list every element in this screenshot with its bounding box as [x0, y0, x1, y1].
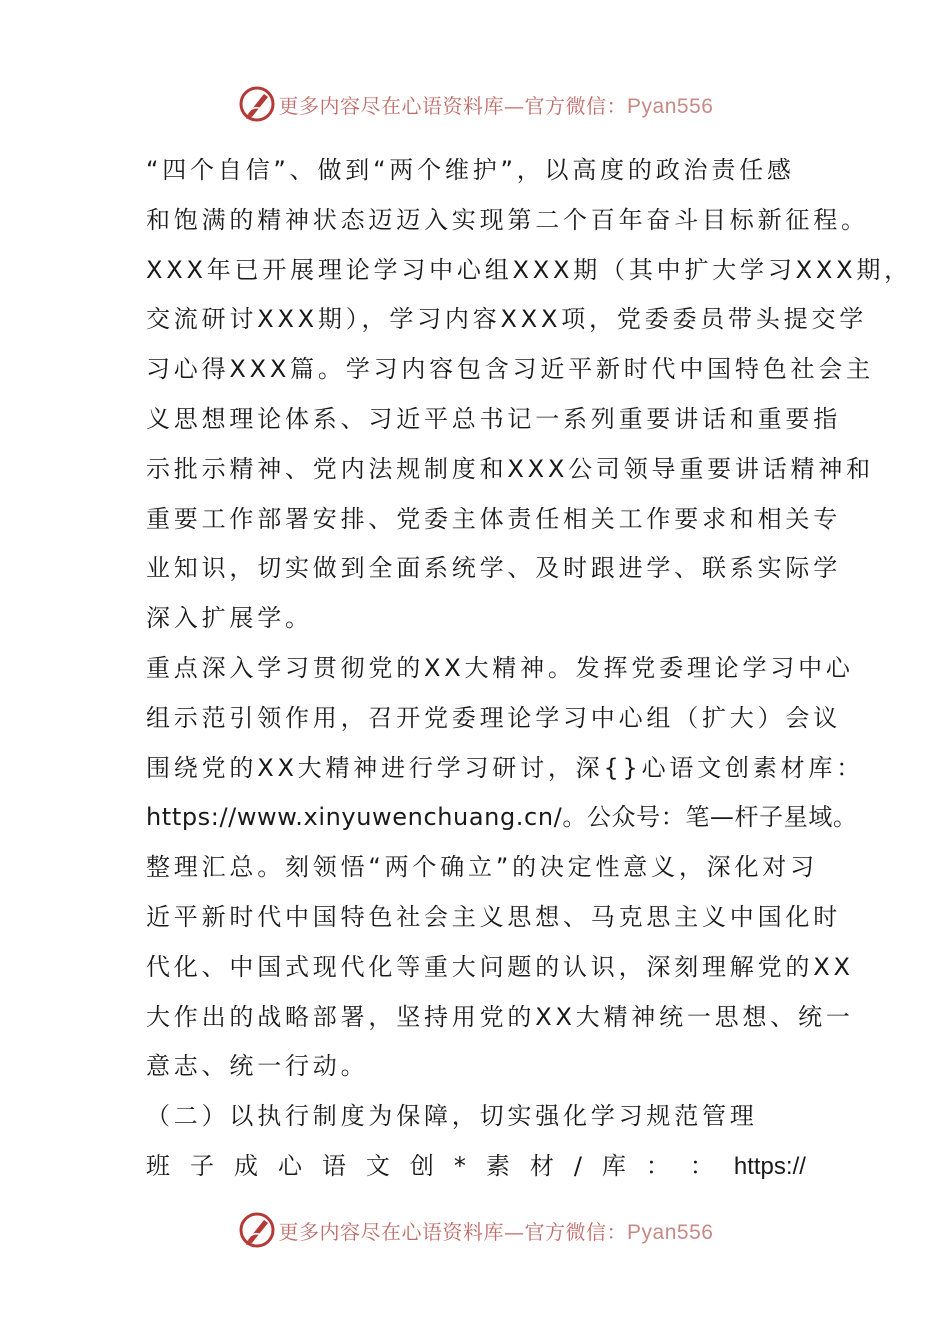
- justified-char: 库: [601, 1151, 626, 1180]
- body-line: “四个自信”、做到“两个维护”，以高度的政治责任感: [146, 156, 795, 184]
- justified-char: 心: [277, 1151, 302, 1180]
- body-line-url: https://www.xinyuwenchuang.cn/。公众号：笔—杆子星域。: [146, 803, 858, 832]
- justified-char: 班: [146, 1151, 170, 1180]
- justified-char: *: [453, 1151, 466, 1180]
- page-footer-watermark: [0, 1210, 950, 1250]
- justified-char: 材: [529, 1151, 554, 1180]
- justified-char: ：: [689, 1151, 714, 1180]
- justified-char: 素: [485, 1151, 510, 1180]
- document-body: [146, 146, 912, 1192]
- section-heading: （二）以执行制度为保障，切实强化学习规范管理: [146, 1102, 758, 1131]
- pen-nib-icon: [237, 84, 277, 124]
- justified-char: ：: [645, 1151, 670, 1180]
- justified-char: 文: [365, 1151, 390, 1180]
- watermark-text: [279, 90, 714, 119]
- watermark-label: 官方微信：: [524, 1219, 628, 1244]
- watermark-wechat-id: Pyan556: [627, 94, 714, 118]
- justified-url-fragment: https://: [733, 1152, 806, 1180]
- watermark-text: [279, 1216, 714, 1245]
- body-line: 和饱满的精神状态迈迈入实现第二个百年奋斗目标新征程。: [146, 205, 869, 234]
- body-line: 围绕党的XX大精神进行学习研讨，深{}心语文创素材库：: [146, 753, 865, 782]
- justified-char: 子: [189, 1151, 214, 1180]
- body-line: 近平新时代中国特色社会主义思想、马克思主义中国化时: [146, 902, 841, 931]
- watermark-wechat-id: Pyan556: [627, 1220, 714, 1244]
- body-line-justified: [146, 1142, 806, 1192]
- body-line: 深入扩展学。: [146, 604, 313, 633]
- body-line: 重点深入学习贯彻党的XX大精神。发挥党委理论学习中心: [146, 653, 854, 682]
- body-line: XXX年已开展理论学习中心组XXX期（其中扩大学习XXX期，: [146, 255, 912, 284]
- justified-char: 创: [409, 1151, 434, 1180]
- body-line: 习心得XXX篇。学习内容包含习近平新时代中国特色社会主: [146, 355, 874, 384]
- body-line: 业知识，切实做到全面系统学、及时跟进学、联系实际学: [146, 554, 841, 583]
- justified-char: 成: [233, 1151, 258, 1180]
- justified-char: 语: [321, 1151, 346, 1180]
- justified-char: /: [573, 1151, 582, 1180]
- body-line: 组示范引领作用，召开党委理论学习中心组（扩大）会议: [146, 703, 841, 732]
- page-header-watermark: [0, 84, 950, 124]
- body-line: 大作出的战略部署，坚持用党的XX大精神统一思想、统一: [146, 1002, 854, 1031]
- body-line: 整理汇总。刻领悟“两个确立”的决定性意义，深化对习: [146, 853, 818, 882]
- body-line: 意志、统一行动。: [146, 1052, 369, 1081]
- watermark-dash: —: [504, 93, 525, 118]
- pen-nib-icon: [237, 1210, 277, 1250]
- watermark-site-text: 更多内容尽在心语资料库: [278, 93, 505, 118]
- body-line: 交流研讨XXX期），学习内容XXX项，党委委员带头提交学: [146, 305, 868, 334]
- body-line: 代化、中国式现代化等重大问题的认识，深刻理解党的XX: [146, 952, 854, 981]
- watermark-dash: —: [504, 1219, 525, 1244]
- body-line: 重要工作部署安排、党委主体责任相关工作要求和相关专: [146, 504, 841, 533]
- watermark-site-text: 更多内容尽在心语资料库: [278, 1219, 505, 1244]
- body-line: 义思想理论体系、习近平总书记一系列重要讲话和重要指: [146, 404, 841, 433]
- body-line: 示批示精神、党内法规制度和XXX公司领导重要讲话精神和: [146, 454, 874, 483]
- watermark-label: 官方微信：: [524, 93, 628, 118]
